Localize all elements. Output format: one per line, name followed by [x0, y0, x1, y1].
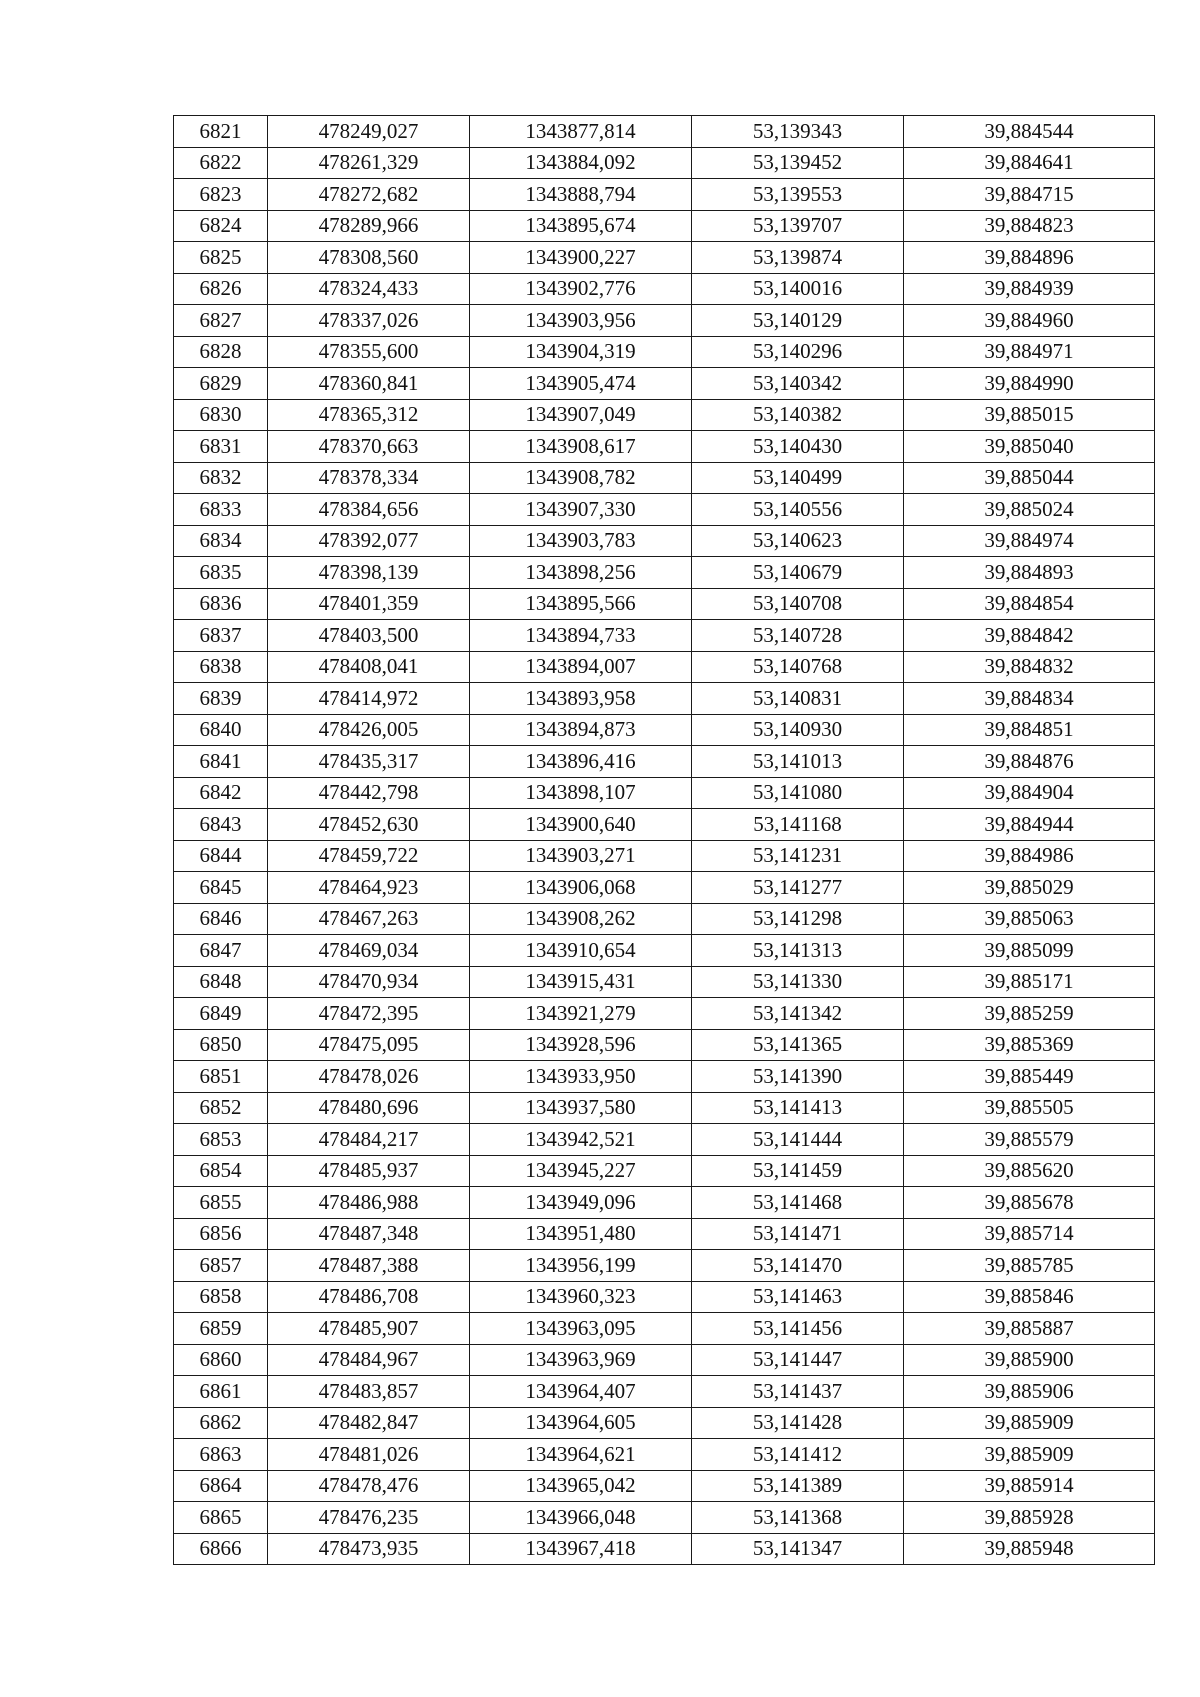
latitude-cell: 53,140129 [692, 305, 904, 337]
x-coordinate-cell: 478486,708 [268, 1281, 470, 1313]
point-number-cell: 6856 [174, 1218, 268, 1250]
point-number-cell: 6844 [174, 840, 268, 872]
y-coordinate-cell: 1343964,621 [470, 1439, 692, 1471]
x-coordinate-cell: 478365,312 [268, 399, 470, 431]
table-row [174, 116, 1155, 148]
y-coordinate-cell: 1343903,271 [470, 840, 692, 872]
x-coordinate-cell: 478426,005 [268, 714, 470, 746]
x-coordinate-cell: 478442,798 [268, 777, 470, 809]
table-row [174, 1313, 1155, 1345]
latitude-cell: 53,140382 [692, 399, 904, 431]
point-number-cell: 6861 [174, 1376, 268, 1408]
longitude-cell: 39,884896 [904, 242, 1155, 274]
x-coordinate-cell: 478249,027 [268, 116, 470, 148]
y-coordinate-cell: 1343903,783 [470, 525, 692, 557]
point-number-cell: 6821 [174, 116, 268, 148]
y-coordinate-cell: 1343904,319 [470, 336, 692, 368]
y-coordinate-cell: 1343966,048 [470, 1502, 692, 1534]
x-coordinate-cell: 478272,682 [268, 179, 470, 211]
point-number-cell: 6843 [174, 809, 268, 841]
latitude-cell: 53,139707 [692, 210, 904, 242]
latitude-cell: 53,140499 [692, 462, 904, 494]
longitude-cell: 39,884832 [904, 651, 1155, 683]
longitude-cell: 39,885906 [904, 1376, 1155, 1408]
table-row [174, 651, 1155, 683]
latitude-cell: 53,141468 [692, 1187, 904, 1219]
latitude-cell: 53,141013 [692, 746, 904, 778]
table-row [174, 179, 1155, 211]
point-number-cell: 6850 [174, 1029, 268, 1061]
y-coordinate-cell: 1343894,007 [470, 651, 692, 683]
x-coordinate-cell: 478478,476 [268, 1470, 470, 1502]
longitude-cell: 39,885029 [904, 872, 1155, 904]
longitude-cell: 39,885846 [904, 1281, 1155, 1313]
point-number-cell: 6866 [174, 1533, 268, 1565]
table-row [174, 494, 1155, 526]
longitude-cell: 39,885948 [904, 1533, 1155, 1565]
y-coordinate-cell: 1343895,674 [470, 210, 692, 242]
table-row [174, 777, 1155, 809]
point-number-cell: 6823 [174, 179, 268, 211]
x-coordinate-cell: 478481,026 [268, 1439, 470, 1471]
longitude-cell: 39,885505 [904, 1092, 1155, 1124]
y-coordinate-cell: 1343937,580 [470, 1092, 692, 1124]
latitude-cell: 53,140623 [692, 525, 904, 557]
longitude-cell: 39,885044 [904, 462, 1155, 494]
longitude-cell: 39,884823 [904, 210, 1155, 242]
longitude-cell: 39,885928 [904, 1502, 1155, 1534]
latitude-cell: 53,140296 [692, 336, 904, 368]
longitude-cell: 39,884960 [904, 305, 1155, 337]
longitude-cell: 39,884939 [904, 273, 1155, 305]
point-number-cell: 6832 [174, 462, 268, 494]
latitude-cell: 53,139452 [692, 147, 904, 179]
y-coordinate-cell: 1343915,431 [470, 966, 692, 998]
longitude-cell: 39,885099 [904, 935, 1155, 967]
table-row [174, 273, 1155, 305]
table-row [174, 1533, 1155, 1565]
table-row [174, 1439, 1155, 1471]
latitude-cell: 53,139343 [692, 116, 904, 148]
latitude-cell: 53,141168 [692, 809, 904, 841]
y-coordinate-cell: 1343964,605 [470, 1407, 692, 1439]
latitude-cell: 53,141412 [692, 1439, 904, 1471]
latitude-cell: 53,141456 [692, 1313, 904, 1345]
point-number-cell: 6833 [174, 494, 268, 526]
x-coordinate-cell: 478414,972 [268, 683, 470, 715]
y-coordinate-cell: 1343895,566 [470, 588, 692, 620]
point-number-cell: 6864 [174, 1470, 268, 1502]
latitude-cell: 53,141463 [692, 1281, 904, 1313]
longitude-cell: 39,884544 [904, 116, 1155, 148]
table-row [174, 1124, 1155, 1156]
latitude-cell: 53,140708 [692, 588, 904, 620]
table-row [174, 935, 1155, 967]
latitude-cell: 53,141342 [692, 998, 904, 1030]
point-number-cell: 6851 [174, 1061, 268, 1093]
point-number-cell: 6824 [174, 210, 268, 242]
x-coordinate-cell: 478464,923 [268, 872, 470, 904]
y-coordinate-cell: 1343963,969 [470, 1344, 692, 1376]
table-row [174, 1281, 1155, 1313]
point-number-cell: 6857 [174, 1250, 268, 1282]
y-coordinate-cell: 1343893,958 [470, 683, 692, 715]
point-number-cell: 6863 [174, 1439, 268, 1471]
y-coordinate-cell: 1343900,227 [470, 242, 692, 274]
point-number-cell: 6860 [174, 1344, 268, 1376]
longitude-cell: 39,885909 [904, 1439, 1155, 1471]
table-row [174, 305, 1155, 337]
table-row [174, 840, 1155, 872]
y-coordinate-cell: 1343877,814 [470, 116, 692, 148]
y-coordinate-cell: 1343896,416 [470, 746, 692, 778]
y-coordinate-cell: 1343906,068 [470, 872, 692, 904]
longitude-cell: 39,885678 [904, 1187, 1155, 1219]
longitude-cell: 39,884842 [904, 620, 1155, 652]
latitude-cell: 53,141365 [692, 1029, 904, 1061]
table-row [174, 1344, 1155, 1376]
coordinates-table-body [174, 116, 1155, 1565]
latitude-cell: 53,141447 [692, 1344, 904, 1376]
point-number-cell: 6841 [174, 746, 268, 778]
x-coordinate-cell: 478289,966 [268, 210, 470, 242]
point-number-cell: 6839 [174, 683, 268, 715]
table-row [174, 1029, 1155, 1061]
table-row [174, 1092, 1155, 1124]
table-row [174, 1155, 1155, 1187]
longitude-cell: 39,884974 [904, 525, 1155, 557]
latitude-cell: 53,141231 [692, 840, 904, 872]
x-coordinate-cell: 478480,696 [268, 1092, 470, 1124]
y-coordinate-cell: 1343960,323 [470, 1281, 692, 1313]
table-row [174, 746, 1155, 778]
longitude-cell: 39,884986 [904, 840, 1155, 872]
point-number-cell: 6836 [174, 588, 268, 620]
point-number-cell: 6849 [174, 998, 268, 1030]
longitude-cell: 39,885620 [904, 1155, 1155, 1187]
y-coordinate-cell: 1343965,042 [470, 1470, 692, 1502]
longitude-cell: 39,885040 [904, 431, 1155, 463]
x-coordinate-cell: 478378,334 [268, 462, 470, 494]
table-row [174, 1470, 1155, 1502]
table-row [174, 588, 1155, 620]
latitude-cell: 53,141428 [692, 1407, 904, 1439]
longitude-cell: 39,885900 [904, 1344, 1155, 1376]
point-number-cell: 6862 [174, 1407, 268, 1439]
latitude-cell: 53,140831 [692, 683, 904, 715]
y-coordinate-cell: 1343907,330 [470, 494, 692, 526]
coordinates-table [173, 115, 1155, 1565]
y-coordinate-cell: 1343905,474 [470, 368, 692, 400]
latitude-cell: 53,141277 [692, 872, 904, 904]
point-number-cell: 6842 [174, 777, 268, 809]
point-number-cell: 6858 [174, 1281, 268, 1313]
table-row [174, 1250, 1155, 1282]
x-coordinate-cell: 478484,217 [268, 1124, 470, 1156]
x-coordinate-cell: 478475,095 [268, 1029, 470, 1061]
x-coordinate-cell: 478459,722 [268, 840, 470, 872]
longitude-cell: 39,885714 [904, 1218, 1155, 1250]
latitude-cell: 53,141080 [692, 777, 904, 809]
x-coordinate-cell: 478476,235 [268, 1502, 470, 1534]
longitude-cell: 39,885259 [904, 998, 1155, 1030]
y-coordinate-cell: 1343900,640 [470, 809, 692, 841]
point-number-cell: 6822 [174, 147, 268, 179]
x-coordinate-cell: 478484,967 [268, 1344, 470, 1376]
table-row [174, 903, 1155, 935]
y-coordinate-cell: 1343964,407 [470, 1376, 692, 1408]
latitude-cell: 53,141368 [692, 1502, 904, 1534]
latitude-cell: 53,141298 [692, 903, 904, 935]
table-row [174, 336, 1155, 368]
latitude-cell: 53,140016 [692, 273, 904, 305]
latitude-cell: 53,140342 [692, 368, 904, 400]
point-number-cell: 6846 [174, 903, 268, 935]
point-number-cell: 6828 [174, 336, 268, 368]
y-coordinate-cell: 1343888,794 [470, 179, 692, 211]
longitude-cell: 39,885063 [904, 903, 1155, 935]
longitude-cell: 39,884851 [904, 714, 1155, 746]
longitude-cell: 39,885024 [904, 494, 1155, 526]
table-row [174, 525, 1155, 557]
x-coordinate-cell: 478467,263 [268, 903, 470, 935]
table-row [174, 557, 1155, 589]
point-number-cell: 6827 [174, 305, 268, 337]
table-row [174, 1187, 1155, 1219]
table-row [174, 210, 1155, 242]
longitude-cell: 39,884641 [904, 147, 1155, 179]
x-coordinate-cell: 478469,034 [268, 935, 470, 967]
y-coordinate-cell: 1343908,617 [470, 431, 692, 463]
table-row [174, 714, 1155, 746]
longitude-cell: 39,884944 [904, 809, 1155, 841]
x-coordinate-cell: 478482,847 [268, 1407, 470, 1439]
y-coordinate-cell: 1343898,107 [470, 777, 692, 809]
x-coordinate-cell: 478355,600 [268, 336, 470, 368]
table-row [174, 998, 1155, 1030]
y-coordinate-cell: 1343945,227 [470, 1155, 692, 1187]
x-coordinate-cell: 478403,500 [268, 620, 470, 652]
y-coordinate-cell: 1343894,733 [470, 620, 692, 652]
table-row [174, 620, 1155, 652]
table-row [174, 683, 1155, 715]
point-number-cell: 6835 [174, 557, 268, 589]
y-coordinate-cell: 1343908,782 [470, 462, 692, 494]
table-row [174, 368, 1155, 400]
x-coordinate-cell: 478470,934 [268, 966, 470, 998]
point-number-cell: 6838 [174, 651, 268, 683]
latitude-cell: 53,141459 [692, 1155, 904, 1187]
point-number-cell: 6853 [174, 1124, 268, 1156]
x-coordinate-cell: 478384,656 [268, 494, 470, 526]
latitude-cell: 53,140768 [692, 651, 904, 683]
latitude-cell: 53,141444 [692, 1124, 904, 1156]
longitude-cell: 39,885171 [904, 966, 1155, 998]
table-row [174, 966, 1155, 998]
table-row [174, 399, 1155, 431]
x-coordinate-cell: 478478,026 [268, 1061, 470, 1093]
table-row [174, 1407, 1155, 1439]
x-coordinate-cell: 478472,395 [268, 998, 470, 1030]
table-row [174, 462, 1155, 494]
latitude-cell: 53,140728 [692, 620, 904, 652]
y-coordinate-cell: 1343884,092 [470, 147, 692, 179]
point-number-cell: 6852 [174, 1092, 268, 1124]
latitude-cell: 53,141437 [692, 1376, 904, 1408]
x-coordinate-cell: 478408,041 [268, 651, 470, 683]
latitude-cell: 53,141413 [692, 1092, 904, 1124]
longitude-cell: 39,884834 [904, 683, 1155, 715]
y-coordinate-cell: 1343933,950 [470, 1061, 692, 1093]
longitude-cell: 39,885369 [904, 1029, 1155, 1061]
x-coordinate-cell: 478360,841 [268, 368, 470, 400]
x-coordinate-cell: 478370,663 [268, 431, 470, 463]
x-coordinate-cell: 478483,857 [268, 1376, 470, 1408]
y-coordinate-cell: 1343951,480 [470, 1218, 692, 1250]
point-number-cell: 6830 [174, 399, 268, 431]
longitude-cell: 39,885909 [904, 1407, 1155, 1439]
point-number-cell: 6855 [174, 1187, 268, 1219]
point-number-cell: 6848 [174, 966, 268, 998]
x-coordinate-cell: 478435,317 [268, 746, 470, 778]
y-coordinate-cell: 1343894,873 [470, 714, 692, 746]
y-coordinate-cell: 1343921,279 [470, 998, 692, 1030]
y-coordinate-cell: 1343949,096 [470, 1187, 692, 1219]
x-coordinate-cell: 478487,348 [268, 1218, 470, 1250]
y-coordinate-cell: 1343963,095 [470, 1313, 692, 1345]
table-row [174, 1502, 1155, 1534]
point-number-cell: 6826 [174, 273, 268, 305]
point-number-cell: 6859 [174, 1313, 268, 1345]
x-coordinate-cell: 478308,560 [268, 242, 470, 274]
latitude-cell: 53,141471 [692, 1218, 904, 1250]
longitude-cell: 39,884990 [904, 368, 1155, 400]
longitude-cell: 39,885887 [904, 1313, 1155, 1345]
latitude-cell: 53,141347 [692, 1533, 904, 1565]
latitude-cell: 53,140679 [692, 557, 904, 589]
point-number-cell: 6831 [174, 431, 268, 463]
x-coordinate-cell: 478487,388 [268, 1250, 470, 1282]
point-number-cell: 6829 [174, 368, 268, 400]
latitude-cell: 53,140556 [692, 494, 904, 526]
x-coordinate-cell: 478398,139 [268, 557, 470, 589]
x-coordinate-cell: 478485,937 [268, 1155, 470, 1187]
y-coordinate-cell: 1343903,956 [470, 305, 692, 337]
longitude-cell: 39,885015 [904, 399, 1155, 431]
x-coordinate-cell: 478473,935 [268, 1533, 470, 1565]
latitude-cell: 53,140430 [692, 431, 904, 463]
latitude-cell: 53,141313 [692, 935, 904, 967]
latitude-cell: 53,141470 [692, 1250, 904, 1282]
latitude-cell: 53,141330 [692, 966, 904, 998]
table-row [174, 1061, 1155, 1093]
y-coordinate-cell: 1343908,262 [470, 903, 692, 935]
longitude-cell: 39,885914 [904, 1470, 1155, 1502]
y-coordinate-cell: 1343907,049 [470, 399, 692, 431]
x-coordinate-cell: 478392,077 [268, 525, 470, 557]
y-coordinate-cell: 1343898,256 [470, 557, 692, 589]
x-coordinate-cell: 478324,433 [268, 273, 470, 305]
x-coordinate-cell: 478486,988 [268, 1187, 470, 1219]
y-coordinate-cell: 1343928,596 [470, 1029, 692, 1061]
x-coordinate-cell: 478452,630 [268, 809, 470, 841]
longitude-cell: 39,885449 [904, 1061, 1155, 1093]
x-coordinate-cell: 478401,359 [268, 588, 470, 620]
latitude-cell: 53,141389 [692, 1470, 904, 1502]
point-number-cell: 6854 [174, 1155, 268, 1187]
y-coordinate-cell: 1343942,521 [470, 1124, 692, 1156]
latitude-cell: 53,139553 [692, 179, 904, 211]
latitude-cell: 53,139874 [692, 242, 904, 274]
y-coordinate-cell: 1343967,418 [470, 1533, 692, 1565]
table-row [174, 242, 1155, 274]
latitude-cell: 53,140930 [692, 714, 904, 746]
y-coordinate-cell: 1343956,199 [470, 1250, 692, 1282]
longitude-cell: 39,884904 [904, 777, 1155, 809]
longitude-cell: 39,885579 [904, 1124, 1155, 1156]
x-coordinate-cell: 478485,907 [268, 1313, 470, 1345]
point-number-cell: 6834 [174, 525, 268, 557]
latitude-cell: 53,141390 [692, 1061, 904, 1093]
longitude-cell: 39,884854 [904, 588, 1155, 620]
table-row [174, 147, 1155, 179]
point-number-cell: 6865 [174, 1502, 268, 1534]
longitude-cell: 39,884893 [904, 557, 1155, 589]
point-number-cell: 6845 [174, 872, 268, 904]
y-coordinate-cell: 1343902,776 [470, 273, 692, 305]
longitude-cell: 39,884715 [904, 179, 1155, 211]
point-number-cell: 6847 [174, 935, 268, 967]
point-number-cell: 6840 [174, 714, 268, 746]
table-row [174, 872, 1155, 904]
point-number-cell: 6825 [174, 242, 268, 274]
table-row [174, 431, 1155, 463]
table-row [174, 809, 1155, 841]
x-coordinate-cell: 478261,329 [268, 147, 470, 179]
longitude-cell: 39,884876 [904, 746, 1155, 778]
longitude-cell: 39,885785 [904, 1250, 1155, 1282]
table-row [174, 1376, 1155, 1408]
point-number-cell: 6837 [174, 620, 268, 652]
x-coordinate-cell: 478337,026 [268, 305, 470, 337]
longitude-cell: 39,884971 [904, 336, 1155, 368]
table-row [174, 1218, 1155, 1250]
y-coordinate-cell: 1343910,654 [470, 935, 692, 967]
